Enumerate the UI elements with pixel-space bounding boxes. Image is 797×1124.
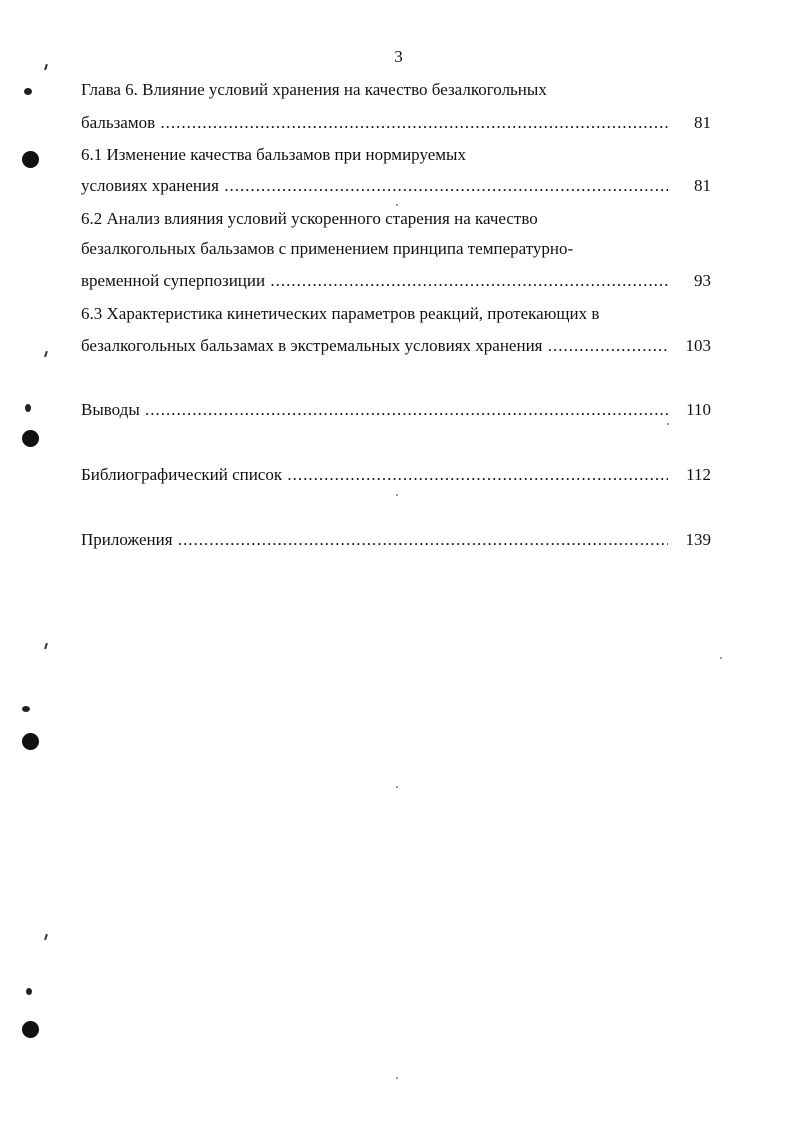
toc-entry-title-last-line: Библиографический список ..... bbox=[81, 464, 668, 486]
scan-speck bbox=[22, 706, 30, 712]
toc-entry-title-last-line: условиях хранения ..... bbox=[81, 175, 668, 197]
toc-entry-title: 6.3 Характеристика кинетических параметров реакций, протекающих в bbox=[81, 304, 600, 323]
scan-tick bbox=[44, 934, 47, 940]
toc-page-number: 81 bbox=[694, 176, 711, 195]
scan-speck bbox=[24, 88, 32, 95]
scan-dot bbox=[396, 1077, 398, 1079]
scan-speck bbox=[25, 404, 31, 412]
scan-dot bbox=[396, 204, 398, 206]
scan-dot bbox=[667, 423, 669, 425]
scan-dot bbox=[396, 494, 398, 496]
scan-tick bbox=[44, 351, 47, 357]
toc-page-number: 81 bbox=[694, 113, 711, 132]
toc-entry-title: 6.1 Изменение качества бальзамов при нормируемых bbox=[81, 145, 466, 164]
toc-entry-title: Глава 6. Влияние условий хранения на качество безалкогольных bbox=[81, 80, 547, 99]
toc-entry-title-last-line: временной суперпозиции ..... bbox=[81, 270, 668, 292]
binder-hole bbox=[22, 151, 39, 168]
scan-dot bbox=[396, 786, 398, 788]
scan-tick bbox=[44, 643, 47, 649]
page-number: 3 bbox=[394, 47, 403, 66]
scan-speck bbox=[26, 988, 32, 995]
toc-page-number: 139 bbox=[685, 530, 711, 549]
toc-page-number: 93 bbox=[694, 271, 711, 290]
toc-page-number: 103 bbox=[685, 336, 711, 355]
scan-dot bbox=[720, 657, 722, 659]
toc-page-number: 110 bbox=[686, 400, 711, 419]
toc-entry-title: безалкогольных бальзамов с применением принципа температурно- bbox=[81, 239, 574, 258]
toc-entry-title-last-line: безалкогольных бальзамах в экстремальных условиях хранения ..... bbox=[81, 335, 668, 357]
toc-page-number: 112 bbox=[686, 465, 711, 484]
binder-hole bbox=[22, 733, 39, 750]
binder-hole bbox=[22, 430, 39, 447]
toc-entry-title: 6.2 Анализ влияния условий ускоренного старения на качество bbox=[81, 209, 538, 228]
binder-hole bbox=[22, 1021, 39, 1038]
toc-entry-title-last-line: бальзамов ..... bbox=[81, 112, 668, 134]
toc-entry-title-last-line: Выводы ..... bbox=[81, 399, 668, 421]
toc-entry-title-last-line: Приложения ..... bbox=[81, 529, 668, 551]
